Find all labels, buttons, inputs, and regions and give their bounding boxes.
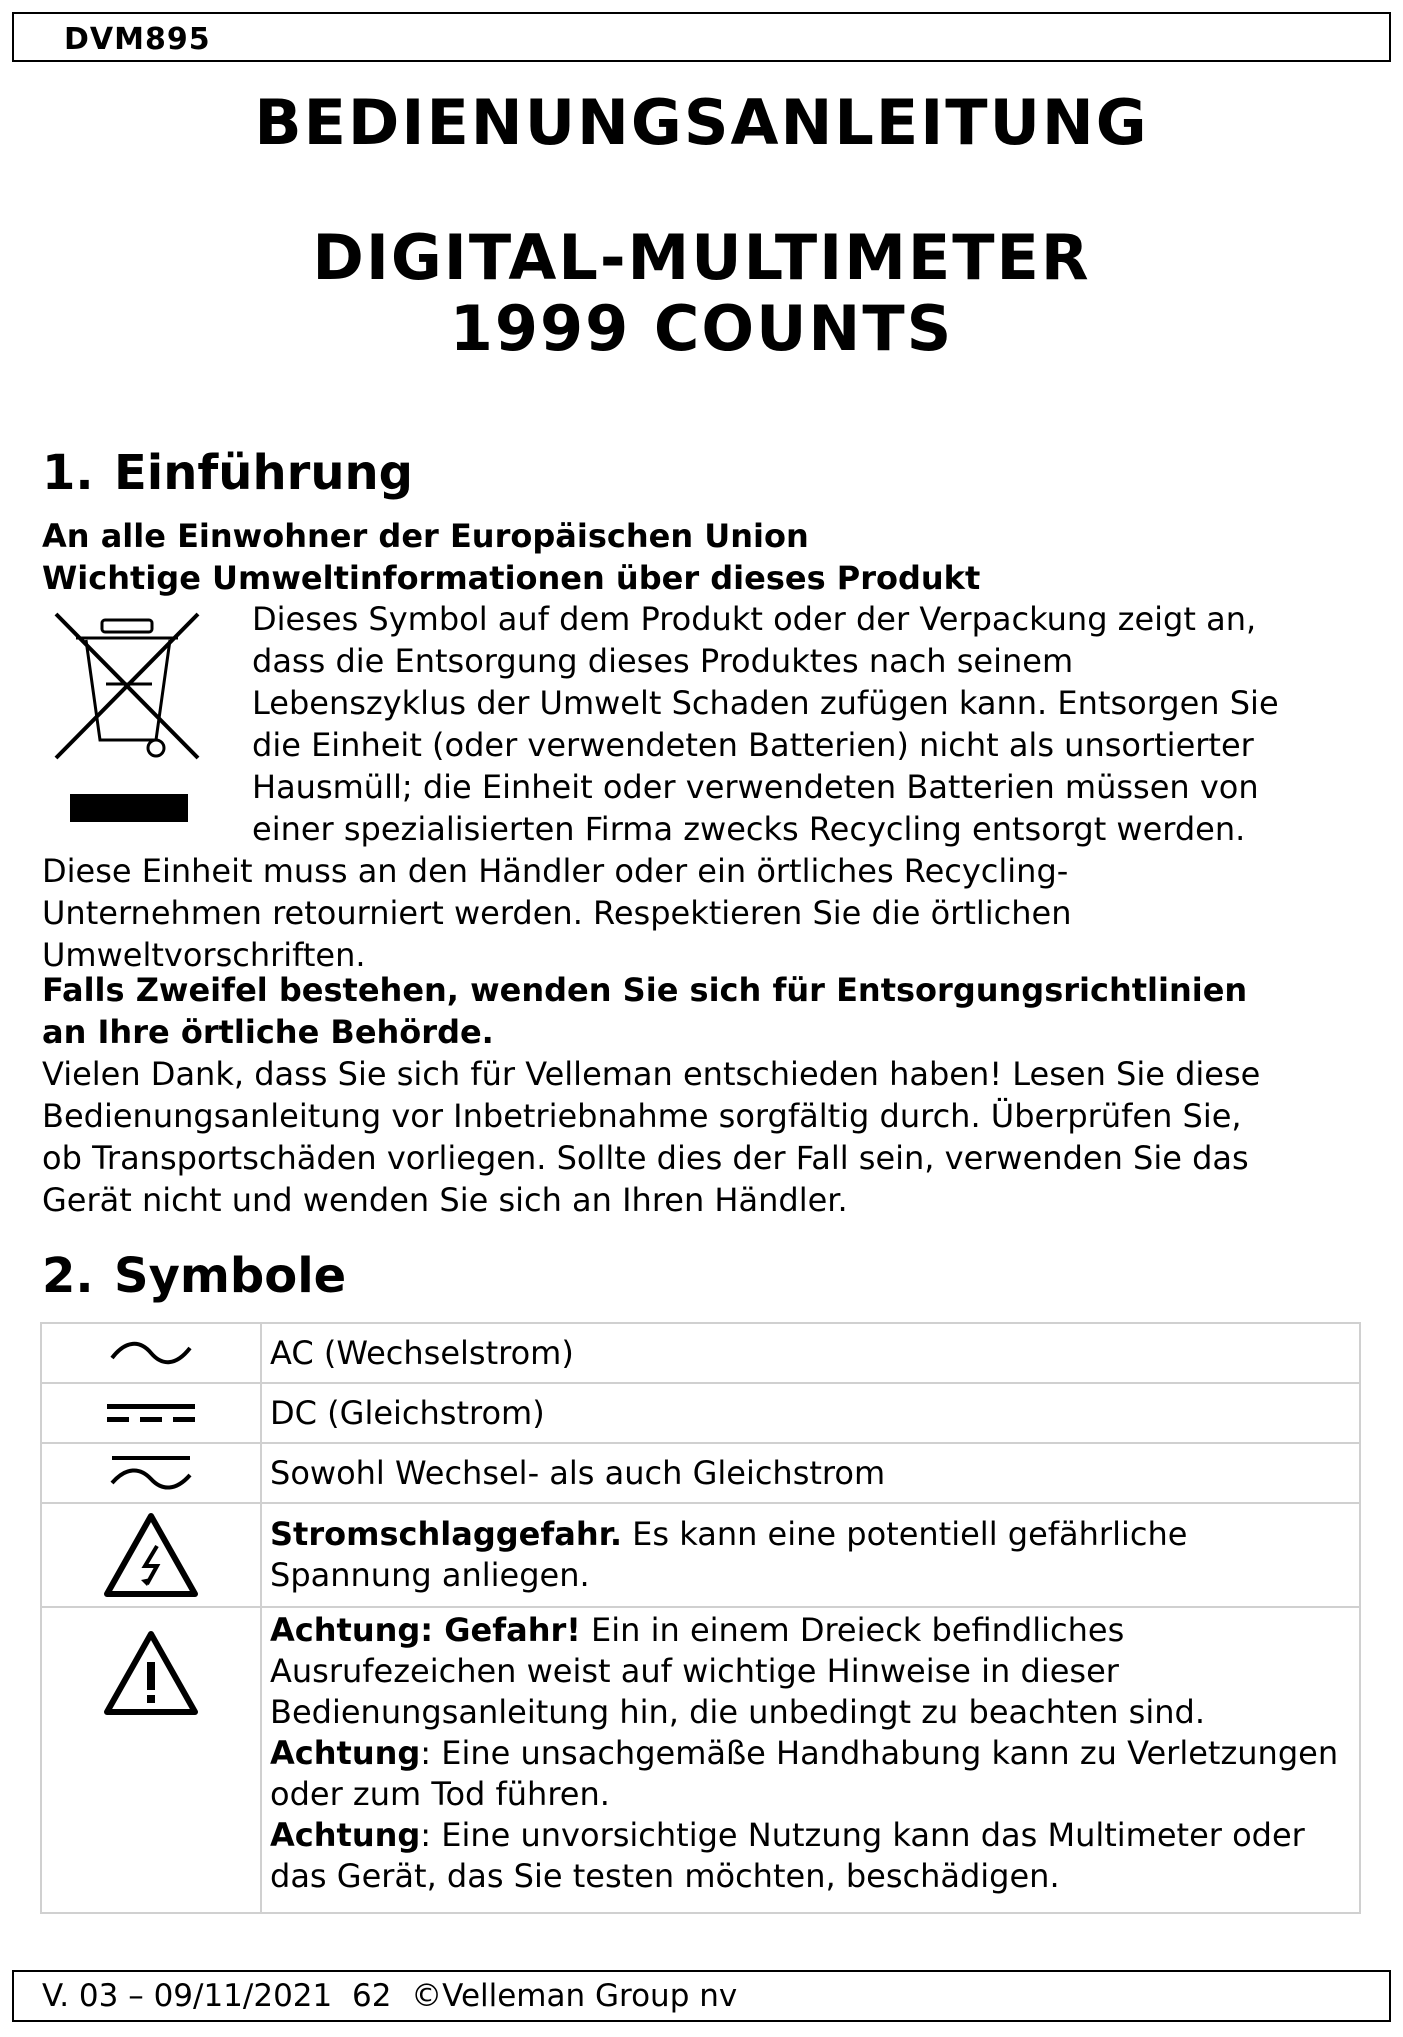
warning-text: : Eine unvorsichtige Nutzung kann das Multimeter oder das Gerät, das Sie testen möchten, beschädigen. [270, 1816, 1305, 1895]
symbol-description: Sowohl Wechsel- als auch Gleichstrom [261, 1443, 1360, 1503]
weee-text-line: die Einheit (oder verwendeten Batterien) nicht als unsortierter [252, 726, 1254, 764]
header-box [12, 12, 1391, 62]
section-title: Einführung [114, 445, 414, 501]
dc-icon [41, 1383, 261, 1443]
section-heading-symbols [42, 1248, 346, 1304]
table-row [41, 1323, 1360, 1383]
warning-title: Achtung [270, 1816, 421, 1854]
footer-version: V. 03 – 09/11/2021 [42, 1978, 333, 2014]
doc-title: BEDIENUNGSANLEITUNG [254, 86, 1149, 159]
thanks-text-line: Bedienungsanleitung vor Inbetriebnahme sorgfältig durch. Überprüfen Sie, [42, 1097, 1242, 1135]
warning-paragraph [270, 1815, 1351, 1897]
ac-icon [41, 1323, 261, 1383]
symbol-description: DC (Gleichstrom) [261, 1383, 1360, 1443]
weee-text-line: Dieses Symbol auf dem Produkt oder der Verpackung zeigt an, [252, 600, 1257, 638]
warning-title: Achtung [270, 1734, 421, 1772]
warning-icon [41, 1607, 261, 1913]
thanks-text-line: Gerät nicht und wenden Sie sich an Ihren Händler. [42, 1181, 848, 1219]
environment-info-line: Wichtige Umweltinformationen über dieses Produkt [42, 559, 981, 597]
weee-text-line: einer spezialisierten Firma zwecks Recycling entsorgt werden. [252, 810, 1246, 848]
table-row [41, 1503, 1360, 1607]
product-subtitle: 1999 COUNTS [449, 292, 954, 365]
footer [42, 1977, 737, 2015]
weee-bin-icon [48, 608, 206, 834]
high-voltage-icon [41, 1503, 261, 1607]
section-heading-intro [42, 445, 413, 501]
table-row [41, 1607, 1360, 1913]
return-text-line: Unternehmen retourniert werden. Respektieren Sie die örtlichen [42, 894, 1072, 932]
eu-residents-line: An alle Einwohner der Europäischen Union [42, 517, 809, 555]
footer-copyright: ©Velleman Group nv [411, 1978, 738, 2014]
symbol-title: Stromschlaggefahr. [270, 1515, 622, 1553]
thanks-text-line: ob Transportschäden vorliegen. Sollte dies der Fall sein, verwenden Sie das [42, 1139, 1249, 1177]
warning-paragraph [270, 1610, 1351, 1733]
weee-text-line: dass die Entsorgung dieses Produktes nach seinem [252, 642, 1074, 680]
symbol-description: AC (Wechselstrom) [261, 1323, 1360, 1383]
return-text-line: Umweltvorschriften. [42, 936, 366, 974]
section-number: 1. [42, 445, 94, 501]
warning-text: Ein in einem Dreieck befindliches Ausrufezeichen weist auf wichtige Hinweise in dieser Bedienungsanleitung hin, die unbedingt zu beachten sind. [270, 1611, 1205, 1731]
ac-dc-icon [41, 1443, 261, 1503]
symbol-text: Es kann eine potentiell gefährliche Spannung anliegen. [270, 1515, 1188, 1594]
weee-text-line: Hausmüll; die Einheit oder verwendeten Batterien müssen von [252, 768, 1259, 806]
warning-title: Achtung: Gefahr! [270, 1611, 581, 1649]
product-title: DIGITAL-MULTIMETER [312, 221, 1091, 294]
weee-text-line: Lebenszyklus der Umwelt Schaden zufügen kann. Entsorgen Sie [252, 684, 1279, 722]
table-row [41, 1443, 1360, 1503]
symbol-description [261, 1503, 1360, 1607]
thanks-text-line: Vielen Dank, dass Sie sich für Velleman entschieden haben! Lesen Sie diese [42, 1055, 1261, 1093]
doubt-text-line: Falls Zweifel bestehen, wenden Sie sich für Entsorgungsrichtlinien [42, 971, 1248, 1009]
return-text-line: Diese Einheit muss an den Händler oder ein örtliches Recycling- [42, 852, 1069, 890]
section-number: 2. [42, 1248, 94, 1304]
symbols-table [40, 1322, 1361, 1914]
doubt-text-line: an Ihre örtliche Behörde. [42, 1013, 494, 1051]
symbol-description [261, 1607, 1360, 1913]
table-row [41, 1383, 1360, 1443]
footer-page-number: 62 [351, 1978, 392, 2014]
warning-paragraph [270, 1733, 1351, 1815]
section-title: Symbole [114, 1248, 347, 1304]
warning-text: : Eine unsachgemäße Handhabung kann zu Verletzungen oder zum Tod führen. [270, 1734, 1339, 1813]
model-number: DVM895 [64, 22, 211, 57]
